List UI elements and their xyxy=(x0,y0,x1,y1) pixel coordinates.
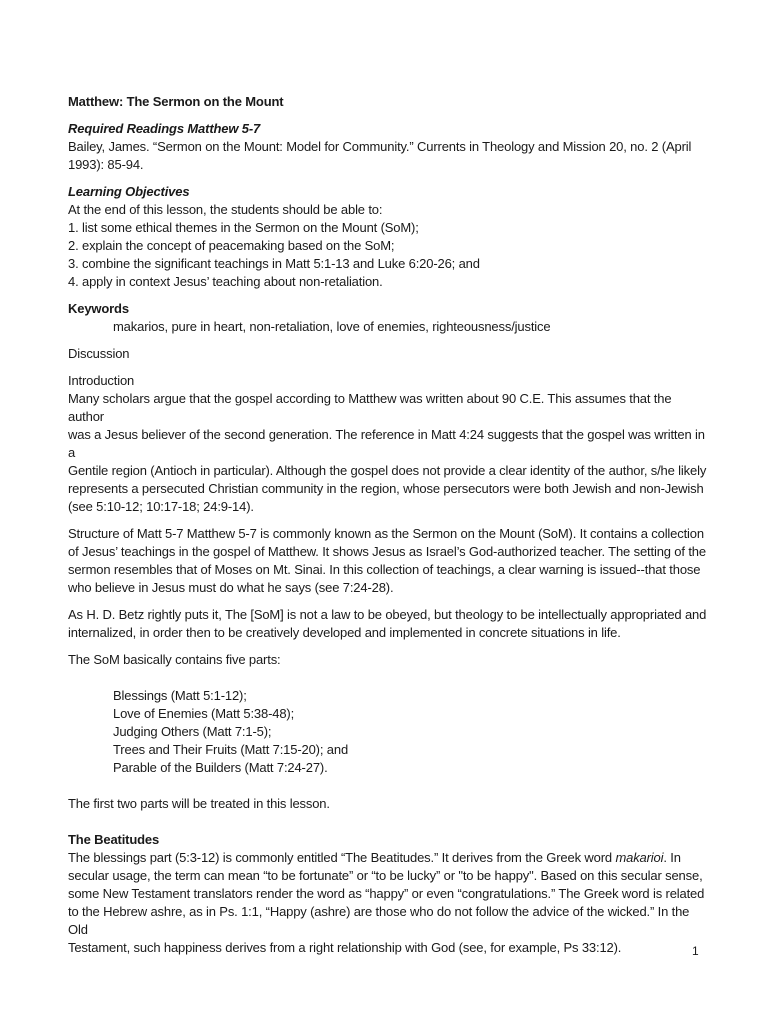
introduction-line: Gentile region (Antioch in particular). Although the gospel does not provide a clear identity of the author, s/he likely xyxy=(68,463,707,478)
betz-paragraph xyxy=(68,606,708,642)
beatitudes-line-1-text: The blessings part (5:3-12) is commonly entitled “The Beatitudes.” It derives from the Greek word xyxy=(68,850,616,865)
beatitudes-line: to the Hebrew ashre, as in Ps. 1:1, “Happy (ashre) are those who do not follow the advice of the wicked.” In the Old xyxy=(68,904,690,937)
beatitudes-line: some New Testament translators render the word as “happy” or even “congratulations.” The Greek word is related xyxy=(68,886,705,901)
five-parts-closing: The first two parts will be treated in this lesson. xyxy=(68,796,330,811)
discussion-label: Discussion xyxy=(68,346,130,361)
reading-citation-line-2: 1993): 85-94. xyxy=(68,157,144,172)
beatitudes-heading: The Beatitudes xyxy=(68,832,160,847)
document-page xyxy=(68,93,708,957)
five-parts-intro: The SoM basically contains five parts: xyxy=(68,652,281,667)
beatitudes-line: Testament, such happiness derives from a right relationship with God (see, for example, Ps 33:12). xyxy=(68,940,622,955)
makarioi-term: makarioi xyxy=(615,850,664,865)
required-readings-heading: Required Readings Matthew 5-7 xyxy=(68,121,261,136)
learning-objectives-intro: At the end of this lesson, the students should be able to: xyxy=(68,202,383,217)
reading-citation-line-1: Bailey, James. “Sermon on the Mount: Model for Community.” Currents in Theology and Mission 20, no. 2 (April xyxy=(68,139,692,154)
beatitudes-line-1 xyxy=(68,849,708,867)
list-item: Judging Others (Matt 7:1-5); xyxy=(113,724,272,739)
learning-objectives-heading: Learning Objectives xyxy=(68,184,190,199)
document-title: Matthew: The Sermon on the Mount xyxy=(68,94,284,109)
keywords-text: makarios, pure in heart, non-retaliation, love of enemies, righteousness/justice xyxy=(113,319,551,334)
page-number: 1 xyxy=(692,944,699,958)
objective-item: 2. explain the concept of peacemaking based on the SoM; xyxy=(68,238,395,253)
objective-item: 4. apply in context Jesus’ teaching about non-retaliation. xyxy=(68,274,383,289)
structure-paragraph xyxy=(68,525,708,597)
list-item: Parable of the Builders (Matt 7:24-27). xyxy=(113,760,328,775)
structure-line: Structure of Matt 5-7 Matthew 5-7 is commonly known as the Sermon on the Mount (SoM). It contains a collection xyxy=(68,526,704,541)
introduction-line: represents a persecuted Christian community in the region, whose persecutors were both Jewish and non-Jewish xyxy=(68,481,704,496)
list-item: Blessings (Matt 5:1-12); xyxy=(113,688,247,703)
introduction-line: (see 5:10-12; 10:17-18; 24:9-14). xyxy=(68,499,254,514)
beatitudes-line: secular usage, the term can mean “to be fortunate” or “to be lucky” or "to be happy". Based on this secular sense, xyxy=(68,868,703,883)
structure-line: of Jesus’ teachings in the gospel of Matthew. It shows Jesus as Israel’s God-authorized teacher. The setting of the xyxy=(68,544,706,559)
structure-line: sermon resembles that of Moses on Mt. Sinai. In this collection of teachings, a clear warning is issued--that those xyxy=(68,562,701,577)
list-item: Love of Enemies (Matt 5:38-48); xyxy=(113,706,295,721)
structure-line: who believe in Jesus must do what he says (see 7:24-28). xyxy=(68,580,394,595)
introduction-line: Many scholars argue that the gospel according to Matthew was written about 90 C.E. This assumes that the author xyxy=(68,391,672,424)
objective-item: 3. combine the significant teachings in Matt 5:1-13 and Luke 6:20-26; and xyxy=(68,256,480,271)
introduction-heading: Introduction xyxy=(68,373,135,388)
list-item: Trees and Their Fruits (Matt 7:15-20); and xyxy=(113,742,349,757)
keywords-heading: Keywords xyxy=(68,301,129,316)
objective-item: 1. list some ethical themes in the Sermon on the Mount (SoM); xyxy=(68,220,419,235)
betz-line: internalized, in order then to be creatively developed and implemented in concrete situations in life. xyxy=(68,625,621,640)
beatitudes-line-1-end: . In xyxy=(663,850,681,865)
betz-line: As H. D. Betz rightly puts it, The [SoM] is not a law to be obeyed, but theology to be intellectually appropriated and xyxy=(68,607,707,622)
five-parts-list xyxy=(68,687,708,777)
introduction-line: was a Jesus believer of the second generation. The reference in Matt 4:24 suggests that the gospel was written in a xyxy=(68,427,705,460)
